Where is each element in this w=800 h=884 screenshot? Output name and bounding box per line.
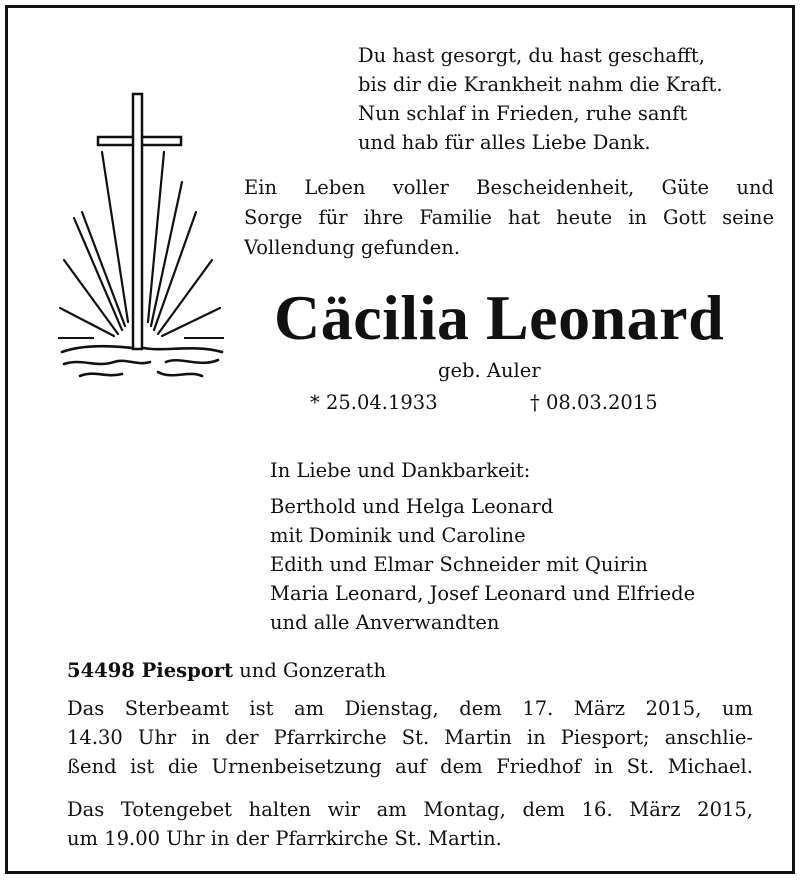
prayer-line: um 19.00 Uhr in der Pfarrkirche St. Martin. (67, 827, 502, 850)
location-rest: und Gonzerath (233, 659, 387, 682)
mourner-line: Berthold und Helga Leonard (270, 495, 554, 518)
prayer-paragraph (67, 795, 753, 853)
death-date: † 08.03.2015 (530, 391, 658, 414)
cross-with-rays-icon (54, 90, 226, 380)
poem-line: und hab für alles Liebe Dank. (358, 131, 651, 154)
mourner-line: und alle Anverwandten (270, 611, 500, 634)
service-line: ßend ist die Urnenbeisetzung auf dem Friedhof in St. Michael. (67, 755, 753, 778)
intro-line: Ein Leben voller Bescheidenheit, Güte und (244, 176, 774, 199)
service-paragraph (67, 694, 753, 781)
poem-line: Nun schlaf in Frieden, ruhe sanft (358, 102, 688, 125)
mourners-heading: In Liebe und Dankbarkeit: (270, 459, 531, 482)
prayer-line: Das Totengebet halten wir am Montag, dem 16. März 2015, (67, 798, 753, 821)
mourner-line: Edith und Elmar Schneider mit Quirin (270, 553, 648, 576)
poem-line: Du hast gesorgt, du hast geschafft, (358, 44, 705, 67)
intro-text (244, 173, 774, 263)
location-line (67, 656, 386, 686)
mourner-line: mit Dominik und Caroline (270, 524, 526, 547)
postal-town: 54498 Piesport (67, 659, 234, 682)
poem-line: bis dir die Krankheit nahm die Kraft. (358, 73, 723, 96)
mourners-block (270, 456, 695, 637)
intro-line: Vollendung gefunden. (244, 236, 461, 259)
mourner-line: Maria Leonard, Josef Leonard und Elfriede (270, 582, 696, 605)
memorial-poem (358, 41, 723, 157)
birth-name: geb. Auler (438, 359, 541, 382)
service-line: Das Sterbeamt ist am Dienstag, dem 17. März 2015, um (67, 697, 753, 720)
deceased-name: Cäcilia Leonard (274, 282, 725, 353)
service-line: 14.30 Uhr in der Pfarrkirche St. Martin in Piesport; anschlie- (67, 726, 753, 749)
intro-line: Sorge für ihre Familie hat heute in Gott seine (244, 206, 774, 229)
obituary-notice (5, 5, 795, 874)
birth-date: * 25.04.1933 (310, 391, 438, 414)
